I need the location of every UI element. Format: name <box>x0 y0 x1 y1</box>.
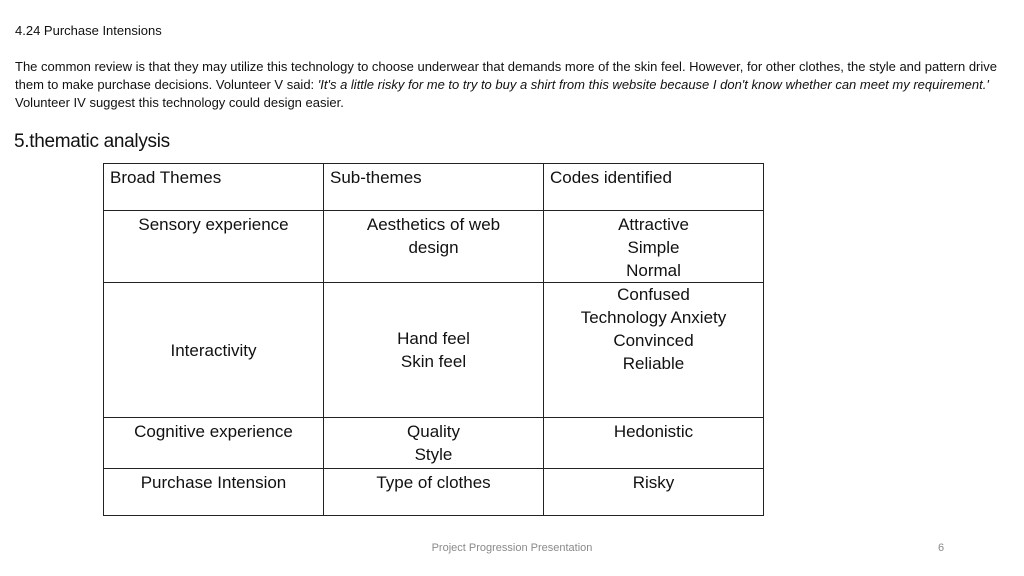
section-title: 5.thematic analysis <box>14 131 170 152</box>
sub-themes-cell <box>324 469 544 516</box>
code-text: Risky <box>632 473 675 492</box>
broad-theme-cell: Purchase Intension <box>104 469 324 516</box>
sub-themes-cell <box>324 211 544 283</box>
sub-theme-text: Skin feel <box>400 352 467 371</box>
codes-cell <box>544 469 764 516</box>
paragraph-lead: The common review is that they may utilize this technology to choose underwear that demands more of the skin feel. However, for other clothes, the style and pattern drive them to make purchase decisions. Volunteer V said: <box>15 59 998 92</box>
code-text: Attractive <box>618 215 689 234</box>
sub-theme-text: Type of clothes <box>376 473 491 492</box>
subsection-heading: 4.24 Purchase Intensions <box>15 23 162 38</box>
codes-cell <box>544 283 764 418</box>
table-row <box>104 418 764 469</box>
header-broad-themes: Broad Themes <box>104 164 324 211</box>
table-row <box>104 211 764 283</box>
code-text: Confused <box>617 285 690 304</box>
sub-themes-cell <box>324 418 544 469</box>
broad-theme-cell: Interactivity <box>104 283 324 418</box>
volunteer-quote: 'It's a little risky for me to try to buy a shirt from this website because I don't know whether can meet my requirement.' <box>317 77 989 92</box>
page-number: 6 <box>938 542 945 554</box>
header-codes-identified: Codes identified <box>544 164 764 211</box>
body-paragraph <box>15 58 1015 112</box>
table-row <box>104 283 764 418</box>
table-header-row <box>104 164 764 211</box>
code-text: Simple <box>627 238 680 257</box>
sub-themes-cell <box>324 283 544 418</box>
codes-cell <box>544 211 764 283</box>
code-text: Technology Anxiety <box>580 308 727 327</box>
thematic-analysis-table <box>103 163 764 516</box>
sub-theme-text: Aesthetics of web <box>366 215 501 234</box>
sub-theme-text: design <box>408 238 459 257</box>
footer-title: Project Progression Presentation <box>431 542 593 554</box>
sub-theme-text: Quality <box>407 422 460 441</box>
code-text: Reliable <box>622 354 685 373</box>
code-text: Normal <box>626 261 681 280</box>
header-sub-themes: Sub-themes <box>324 164 544 211</box>
sub-theme-text: Hand feel <box>397 329 470 348</box>
sub-theme-text: Style <box>414 445 453 464</box>
code-text: Convinced <box>613 331 694 350</box>
table-row <box>104 469 764 516</box>
code-text: Hedonistic <box>613 422 694 441</box>
broad-theme-cell: Cognitive experience <box>104 418 324 469</box>
codes-cell <box>544 418 764 469</box>
paragraph-tail: Volunteer IV suggest this technology could design easier. <box>15 95 344 110</box>
broad-theme-cell: Sensory experience <box>104 211 324 283</box>
